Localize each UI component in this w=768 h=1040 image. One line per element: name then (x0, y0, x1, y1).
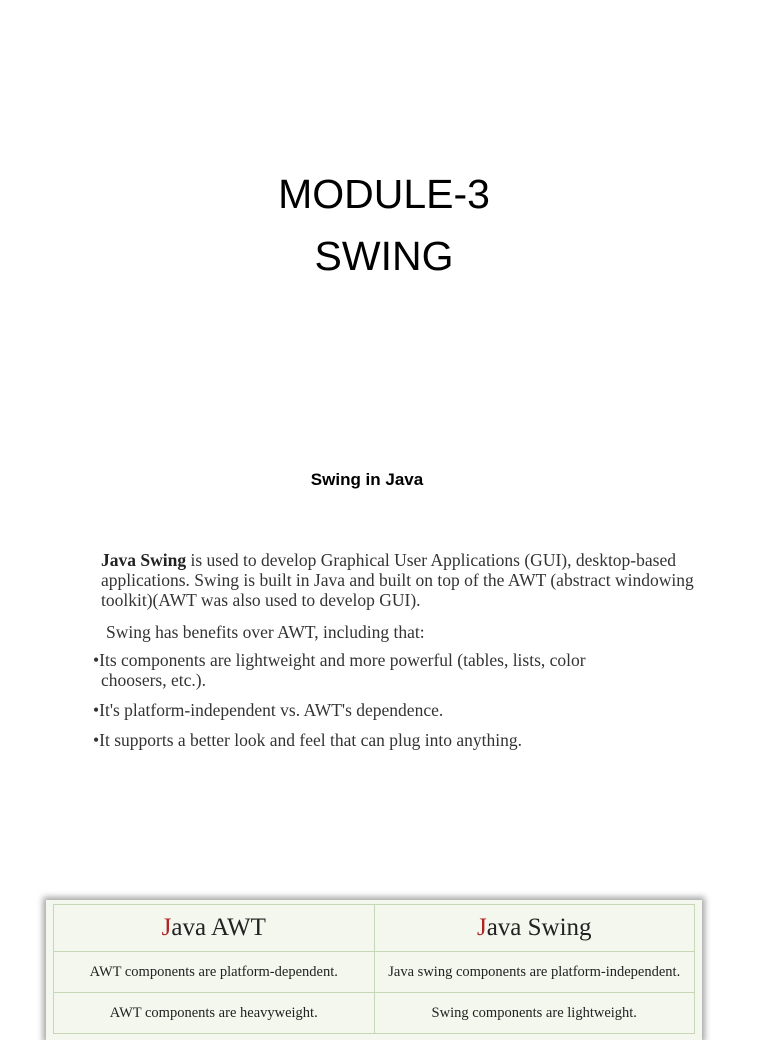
intro-text: is used to develop Graphical User Applications (GUI), desktop-based applications. Swing is built in Java and built on top of the AWT (abstract windowing toolkit)(AWT was also used to develop GUI). (101, 550, 694, 610)
intro-bold-term: Java Swing (101, 550, 187, 570)
module-title: MODULE-3 (278, 171, 490, 217)
header-java-awt: Java AWT (54, 905, 375, 952)
table-header-row (54, 905, 695, 952)
table-row (54, 952, 695, 993)
table-cell: AWT components are heavyweight. (54, 993, 375, 1034)
benefits-heading: Swing has benefits over AWT, including that: (106, 622, 425, 642)
comparison-table (53, 904, 695, 1034)
table-row (54, 993, 695, 1034)
bullet-text-continued: choosers, etc.). (101, 670, 206, 690)
table-cell: Java swing components are platform-independent. (374, 952, 695, 993)
table-cell: AWT components are platform-dependent. (54, 952, 375, 993)
intro-paragraph (101, 550, 701, 610)
bullet-item: •It supports a better look and feel that can plug into anything. (93, 730, 522, 750)
table-cell: Swing components are lightweight. (374, 993, 695, 1034)
module-subtitle: SWING (314, 233, 454, 279)
section-heading: Swing in Java (310, 470, 424, 489)
bullet-item (93, 650, 693, 690)
header-java-swing: Java Swing (374, 905, 695, 952)
bullet-text: •Its components are lightweight and more powerful (tables, lists, color (93, 650, 586, 670)
bullet-item: •It's platform-independent vs. AWT's dependence. (93, 700, 444, 720)
comparison-table-panel (46, 900, 702, 1040)
